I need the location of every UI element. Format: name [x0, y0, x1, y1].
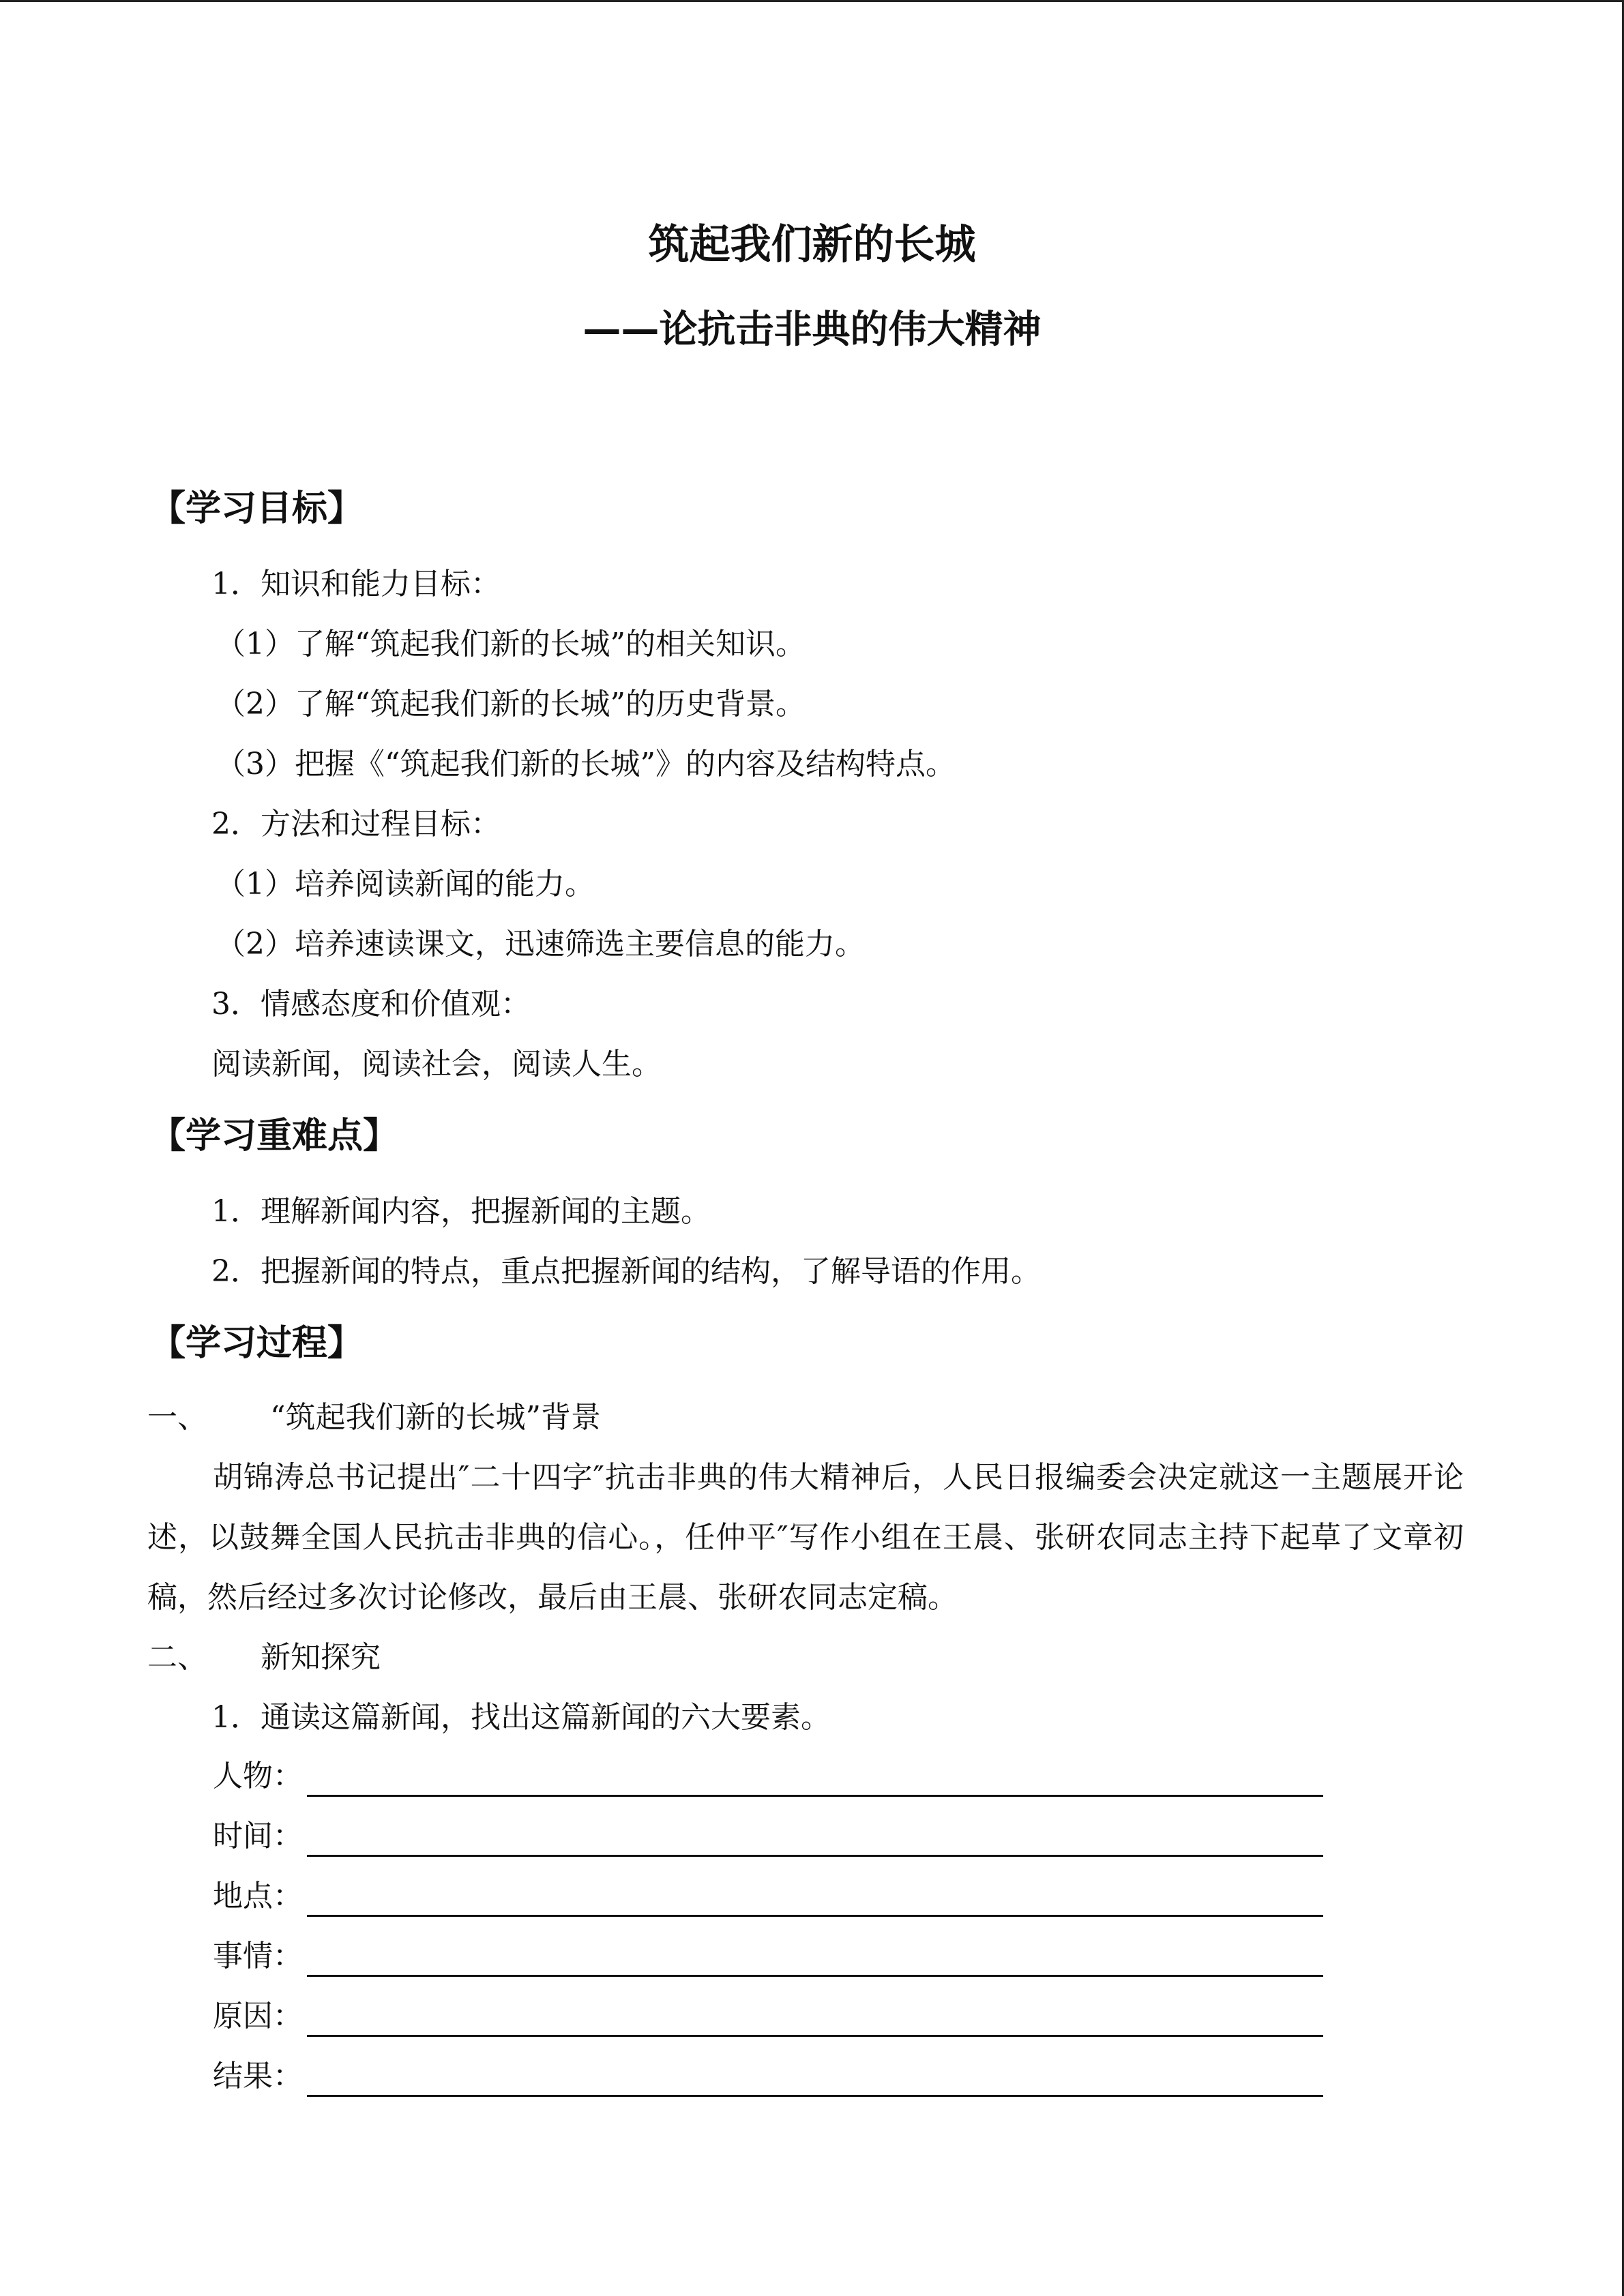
- fill-field-place: [213, 1875, 1323, 1915]
- fill-field-cause: [213, 1995, 1323, 2036]
- part-title: 新知探究: [261, 1640, 381, 1675]
- field-label: 结果：: [213, 2059, 303, 2093]
- goal-item: （1）培养阅读新闻的能力。: [216, 867, 595, 901]
- goal-item: （1）了解“筑起我们新的长城”的相关知识。: [216, 627, 806, 661]
- field-label: 人物：: [213, 1759, 303, 1793]
- page-title: 筑起我们新的长城: [648, 221, 976, 269]
- answer-blank[interactable]: [307, 1765, 1323, 1797]
- field-label: 原因：: [213, 1999, 303, 2033]
- answer-blank[interactable]: [307, 1885, 1323, 1917]
- task-instruction: 1．通读这篇新闻，找出这篇新闻的六大要素。: [211, 1700, 831, 1735]
- goal-item: 阅读新闻，阅读社会，阅读人生。: [211, 1047, 662, 1082]
- answer-blank[interactable]: [307, 2005, 1323, 2037]
- fill-field-time: [213, 1815, 1323, 1855]
- key-point-item: 1．理解新闻内容，把握新闻的主题。: [211, 1194, 711, 1229]
- goal-item: 2．方法和过程目标：: [211, 807, 501, 841]
- section-heading-key-points: 【学习重难点】: [150, 1116, 399, 1157]
- field-label: 时间：: [213, 1819, 303, 1853]
- answer-blank[interactable]: [307, 1945, 1323, 1977]
- goal-item: （2）培养速读课文，迅速筛选主要信息的能力。: [216, 927, 865, 961]
- background-paragraph: 胡锦涛总书记提出″二十四字″抗击非典的伟大精神后，人民日报编委会决定就这一主题展开论述，以鼓舞全国人民抗击非典的信心。，任仲平″写作小组在王晨、张研农同志主持下起草了文章初稿，然后经过多次讨论修改，最后由王晨、张研农同志定稿。: [147, 1460, 1464, 1615]
- field-label: 事情：: [213, 1939, 303, 1973]
- goal-item: 1．知识和能力目标：: [211, 567, 501, 601]
- field-label: 地点：: [213, 1879, 303, 1913]
- fill-field-event: [213, 1935, 1323, 1976]
- page-subtitle: ——论抗击非典的伟大精神: [582, 308, 1042, 352]
- key-point-item: 2．把握新闻的特点，重点把握新闻的结构，了解导语的作用。: [211, 1254, 1041, 1289]
- part-number: 一、: [147, 1400, 207, 1435]
- answer-blank[interactable]: [307, 1825, 1323, 1857]
- part-title: “筑起我们新的长城”背景: [270, 1400, 601, 1435]
- section-heading-goals: 【学习目标】: [150, 488, 364, 529]
- section-heading-process: 【学习过程】: [150, 1323, 364, 1364]
- part-number: 二、: [147, 1640, 207, 1675]
- fill-field-result: [213, 2055, 1323, 2096]
- goal-item: 3．情感态度和价值观：: [211, 987, 531, 1022]
- goal-item: （2）了解“筑起我们新的长城”的历史背景。: [216, 687, 806, 721]
- fill-field-person: [213, 1755, 1323, 1795]
- goal-item: （3）把握《“筑起我们新的长城”》的内容及结构特点。: [216, 747, 956, 781]
- answer-blank[interactable]: [307, 2065, 1323, 2097]
